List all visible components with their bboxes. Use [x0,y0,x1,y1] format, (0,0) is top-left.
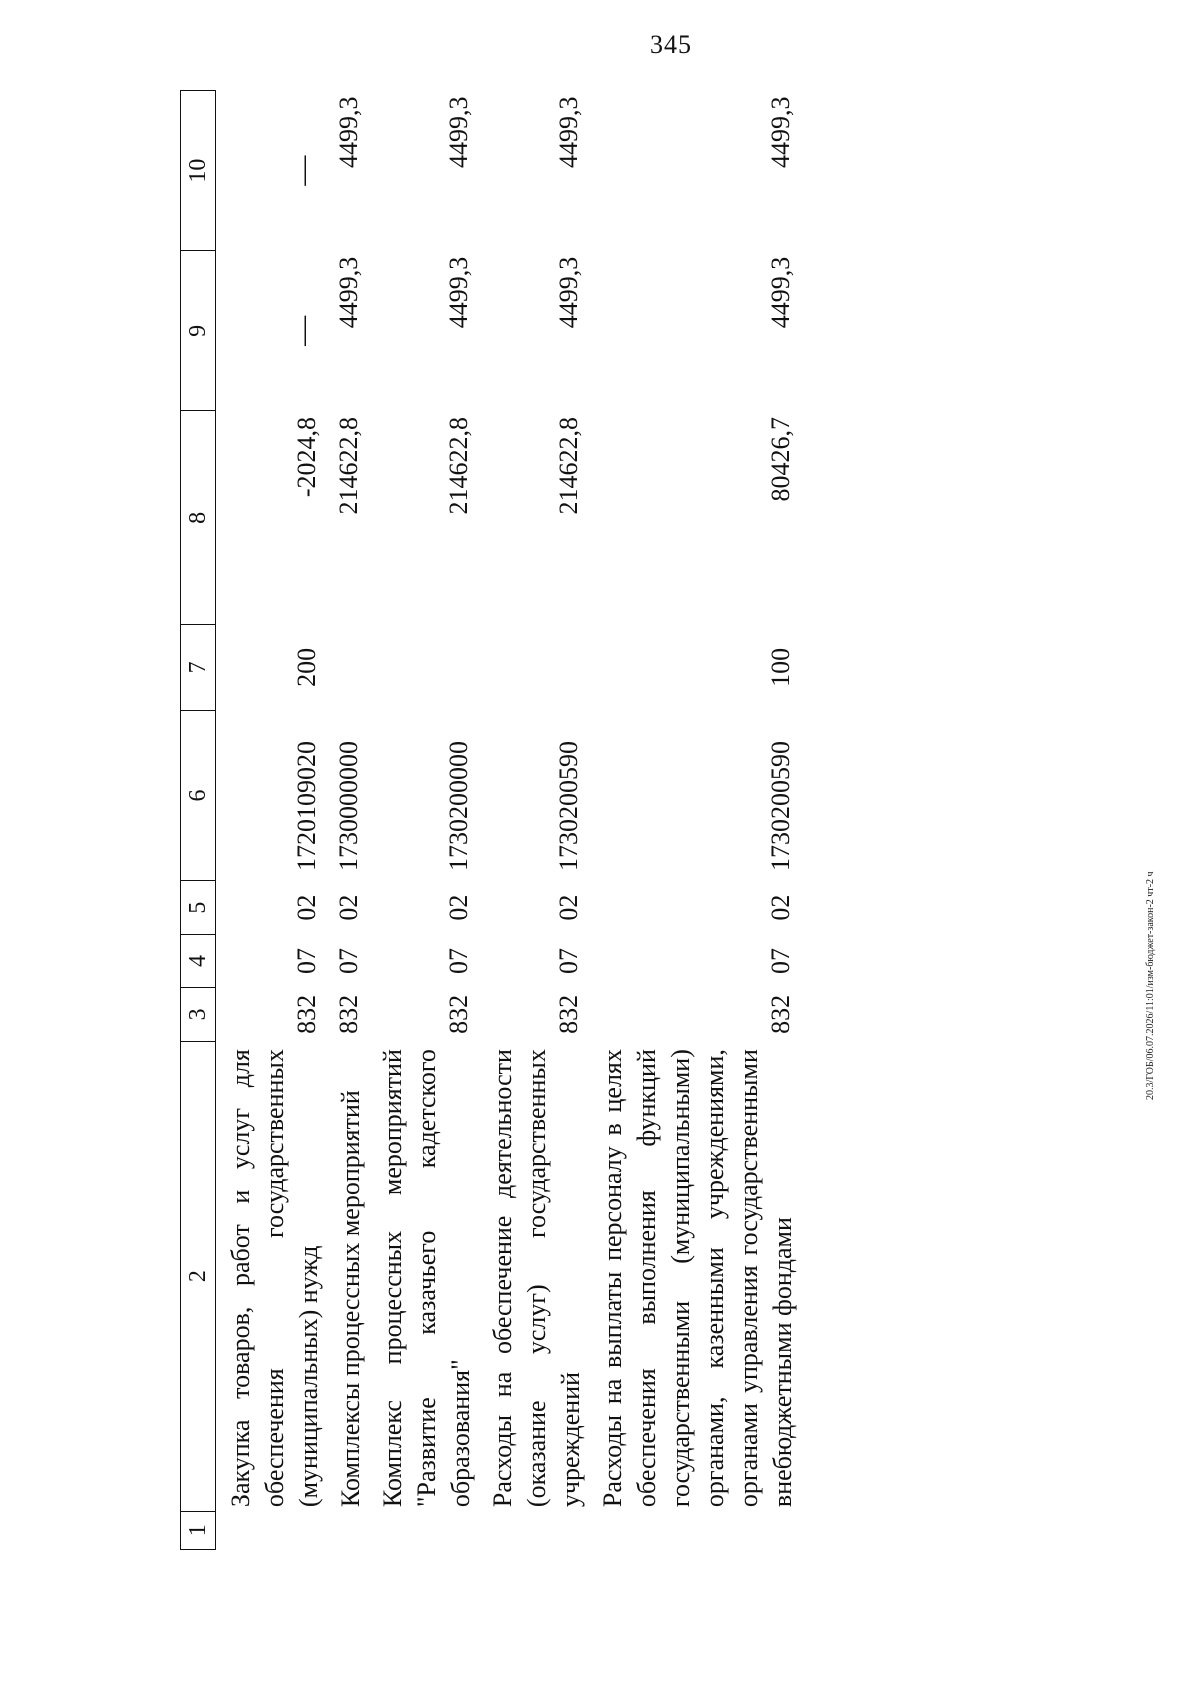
cell-expense-type [326,625,368,710]
row-name: Закупка товаров, работ и услуг для обеспечения государственных (муниципальных) нужд [226,1049,323,1508]
row-name: Комплексы процессных мероприятий [336,1090,365,1508]
header-cell-5: 5 [181,881,216,934]
cell-expense-type: 200 [292,647,321,687]
cell-admin-code: 832 [554,994,583,1034]
header-row [181,91,216,1550]
cell-section: 07 [292,948,321,975]
cell-amount-8: 214622,8 [444,417,473,515]
cell-amount-9: 4499,3 [554,256,583,329]
table-row [326,91,368,1550]
table-row [368,91,478,1550]
cell-amount-10: — [286,155,319,186]
cell-amount-8: 214622,8 [554,417,583,515]
cell-admin-code: 832 [766,994,795,1034]
cell-amount-10: 4499,3 [444,96,473,168]
cell-amount-8: -2024,8 [292,417,321,498]
table-row [216,91,327,1550]
cell-amount-10: 4499,3 [766,96,795,168]
cell-amount-8: 214622,8 [334,417,363,515]
cell-section: 07 [334,948,363,975]
cell-expense-type: 100 [766,647,795,687]
row-name: Комплекс процессных мероприятий "Развитие казачьего кадетского образования" [378,1049,475,1508]
header-cell-6: 6 [181,710,216,881]
cell-amount-10: 4499,3 [334,96,363,168]
cell-amount-9: — [286,315,319,346]
cell-subsection: 02 [766,894,795,921]
cell-admin-code: 832 [334,994,363,1034]
budget-table [180,90,800,1550]
cell-target-article: 1730000000 [334,740,363,871]
row-name: Расходы на обеспечение деятельности (оказание услуг) государственных учреждений [488,1049,585,1508]
cell-admin-code: 832 [292,994,321,1034]
header-cell-7: 7 [181,625,216,710]
cell-subsection: 02 [292,894,321,921]
header-cell-8: 8 [181,411,216,625]
cell-amount-10: 4499,3 [554,96,583,168]
document-code: 20.3/ГОБ/06.07.2026/11:01/изм-бюджет-закон-2 чт-2 ч [1145,871,1156,1100]
cell-target-article: 1730200000 [444,740,473,871]
page-number: 345 [650,30,692,59]
header-cell-9: 9 [181,251,216,411]
cell-subsection: 02 [554,894,583,921]
table-row [478,91,588,1550]
table-row [588,91,800,1550]
row-name: Расходы на выплаты персоналу в целях обеспечения выполнения функций государственными (муниципальными) органами, казенными учреждениями, органами управления государственными внебюджетными фондами [598,1049,797,1508]
cell-expense-type [368,625,478,710]
cell-subsection: 02 [334,894,363,921]
cell-subsection: 02 [444,894,473,921]
cell-target-article: 1730200590 [766,740,795,871]
cell-section: 07 [766,948,795,975]
header-cell-3: 3 [181,988,216,1041]
cell-amount-9: 4499,3 [334,256,363,329]
cell-target-article: 1730200590 [554,740,583,871]
cell-expense-type [478,625,588,710]
cell-section: 07 [444,948,473,975]
cell-amount-9: 4499,3 [444,256,473,329]
cell-amount-8: 80426,7 [766,417,795,502]
cell-admin-code: 832 [444,994,473,1034]
cell-amount-9: 4499,3 [766,256,795,329]
cell-section: 07 [554,948,583,975]
header-cell-4: 4 [181,934,216,987]
rotated-table-container [180,90,980,1550]
header-cell-10: 10 [181,91,216,251]
header-cell-2: 2 [181,1041,216,1511]
cell-target-article: 1720109020 [292,740,321,871]
header-cell-1: 1 [181,1511,216,1549]
